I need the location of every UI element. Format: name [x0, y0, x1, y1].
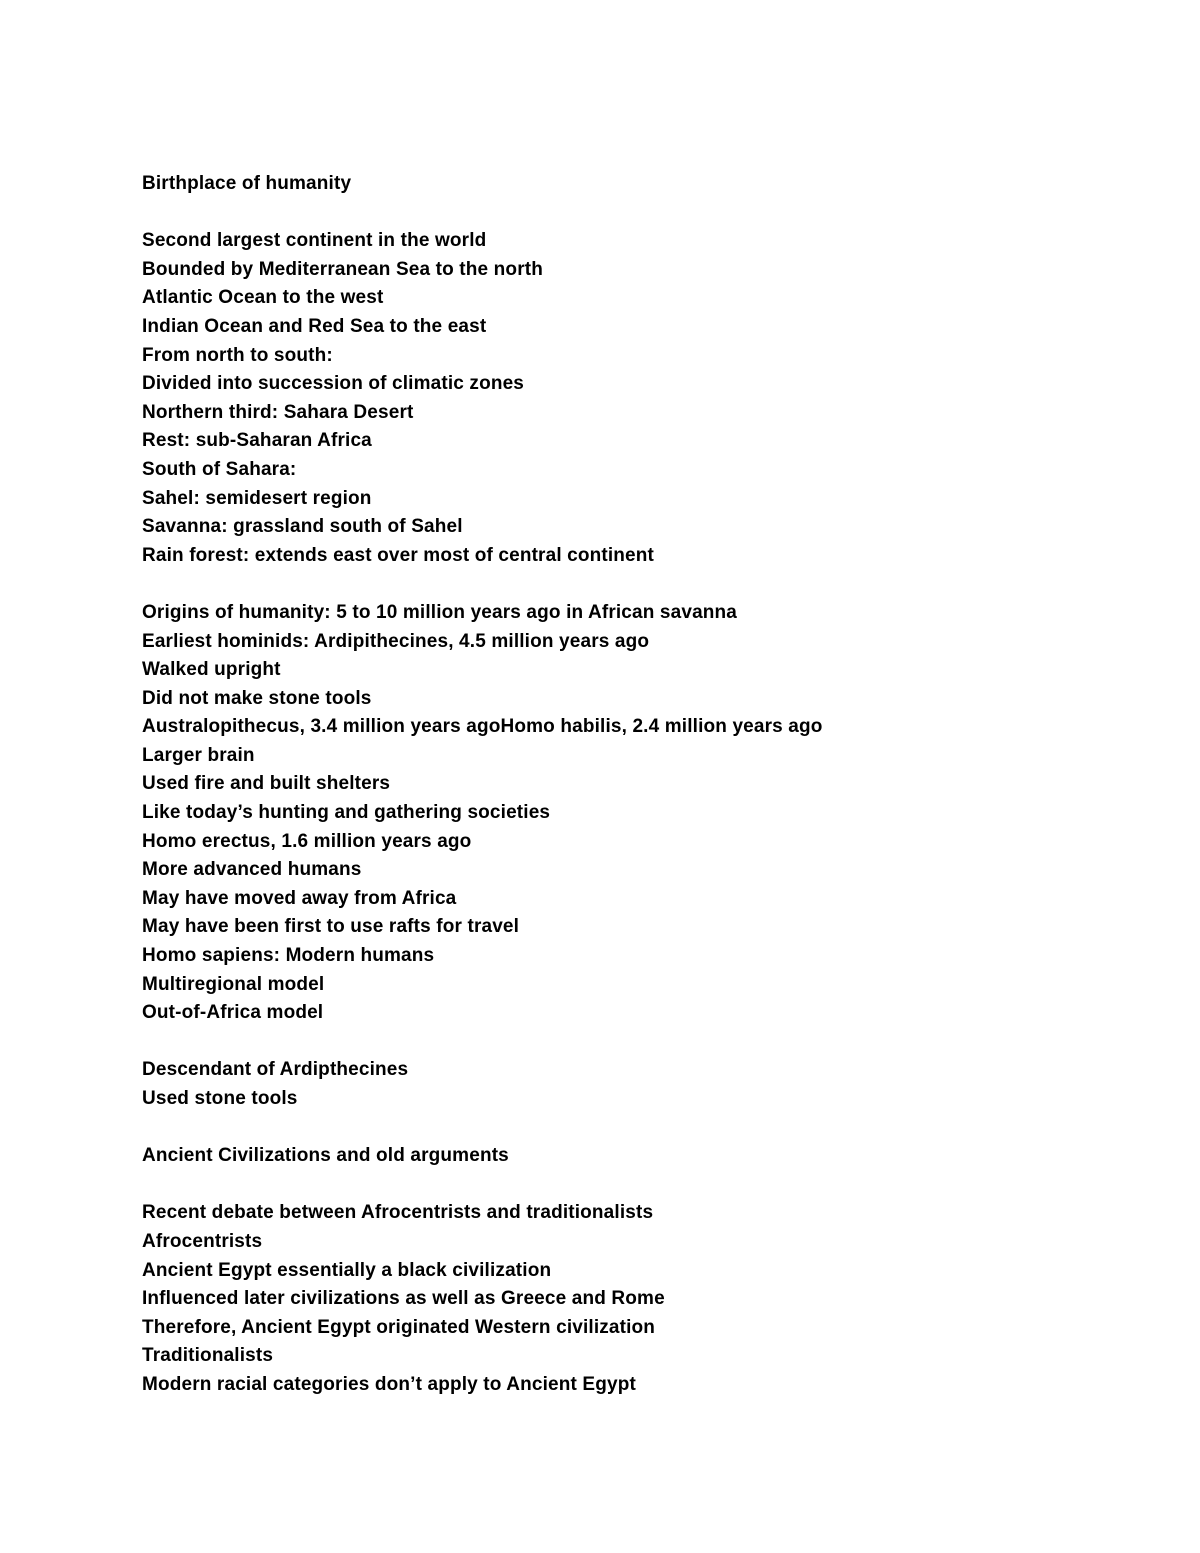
- text-line: Sahel: semidesert region: [142, 487, 372, 509]
- text-line: Used fire and built shelters: [142, 773, 391, 795]
- text-line: Rest: sub-Saharan Africa: [142, 430, 372, 452]
- blank-line: [142, 199, 1142, 228]
- heading-birthplace-of-humanity: Birthplace of humanity: [142, 173, 352, 194]
- block-geography: [142, 227, 1142, 570]
- text-line: Walked upright: [142, 659, 281, 681]
- text-line: Recent debate between Afrocentrists and traditionalists: [142, 1202, 654, 1224]
- text-line: Used stone tools: [142, 1088, 298, 1109]
- text-line: Australopithecus, 3.4 million years agoHomo habilis, 2.4 million years ago: [142, 716, 823, 738]
- text-line: From north to south:: [142, 344, 333, 366]
- text-line: Savanna: grassland south of Sahel: [142, 516, 463, 538]
- text-line: Did not make stone tools: [142, 687, 372, 709]
- text-line: Homo erectus, 1.6 million years ago: [142, 830, 472, 852]
- text-line: May have moved away from Africa: [142, 887, 457, 909]
- text-line: Afrocentrists: [142, 1230, 263, 1252]
- text-line: Indian Ocean and Red Sea to the east: [142, 315, 487, 337]
- text-line: Therefore, Ancient Egypt originated Western civilization: [142, 1316, 656, 1338]
- text-line: South of Sahara:: [142, 458, 297, 480]
- text-line: Influenced later civilizations as well as Greece and Rome: [142, 1288, 665, 1310]
- blank-line: [142, 570, 1142, 599]
- text-line: Origins of humanity: 5 to 10 million years ago in African savanna: [142, 601, 738, 623]
- text-line: Larger brain: [142, 744, 255, 766]
- blank-line: [142, 1028, 1142, 1057]
- text-line: Ancient Egypt essentially a black civilization: [142, 1259, 552, 1281]
- text-line: Modern racial categories don’t apply to Ancient Egypt: [142, 1373, 636, 1395]
- text-line: Atlantic Ocean to the west: [142, 287, 384, 309]
- text-line: Bounded by Mediterranean Sea to the north: [142, 258, 543, 280]
- block-origins: [142, 599, 1142, 1028]
- heading-ancient-civilizations: Ancient Civilizations and old arguments: [142, 1145, 509, 1167]
- text-line: Rain forest: extends east over most of central continent: [142, 544, 655, 566]
- text-line: Northern third: Sahara Desert: [142, 401, 414, 423]
- text-line: Earliest hominids: Ardipithecines, 4.5 million years ago: [142, 630, 650, 652]
- text-line: Descendant of Ardipthecines: [142, 1059, 409, 1081]
- block-descendant: [142, 1056, 1142, 1113]
- text-line: Homo sapiens: Modern humans: [142, 945, 435, 967]
- block-ancient-civilizations: [142, 1142, 1142, 1171]
- blank-line: [142, 1171, 1142, 1200]
- text-line: Multiregional model: [142, 973, 325, 995]
- document-body: [142, 170, 1142, 1400]
- text-line: May have been first to use rafts for travel: [142, 916, 520, 938]
- text-line: Second largest continent in the world: [142, 230, 487, 252]
- text-line: Divided into succession of climatic zones: [142, 373, 525, 395]
- block-debate: [142, 1199, 1142, 1399]
- blank-line: [142, 1114, 1142, 1143]
- text-line: Like today’s hunting and gathering societies: [142, 802, 551, 824]
- text-line: Out-of-Africa model: [142, 1002, 324, 1024]
- text-line: More advanced humans: [142, 859, 362, 881]
- block-birthplace: [142, 170, 1142, 199]
- text-line: Traditionalists: [142, 1345, 274, 1367]
